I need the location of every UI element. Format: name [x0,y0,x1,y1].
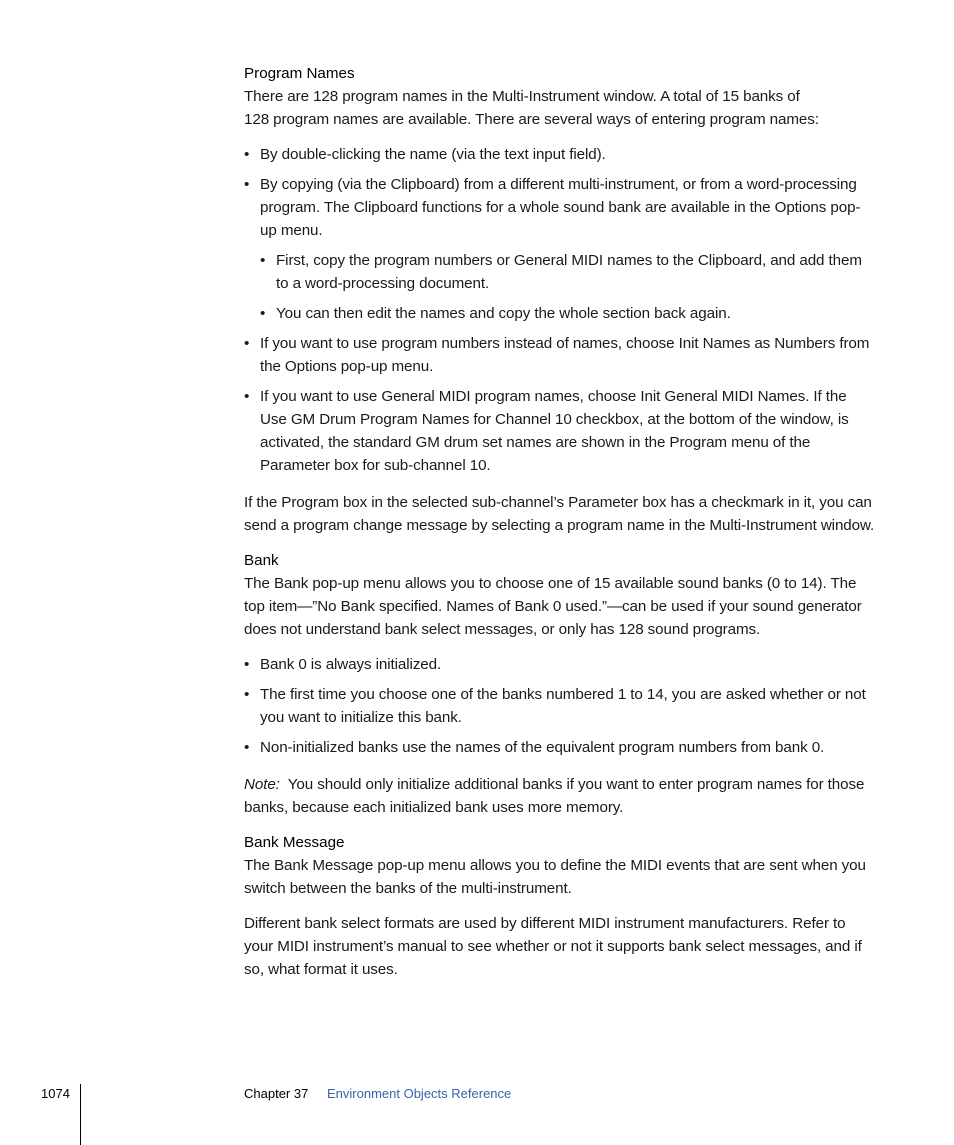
list-item-text: If you want to use General MIDI program names, choose Init General MIDI Names. If the Use GM Drum Program Names for Channel 10 checkbox, at the bottom of the window, is activated, the standard GM drum set names are shown in the Program menu of the Parameter box for sub-channel 10. [260,388,849,474]
list-item-text: You can then edit the names and copy the whole section back again. [276,305,731,322]
bullet: • [260,252,266,269]
footer-chapter: Chapter 37 [244,1086,309,1101]
list-item [244,385,876,477]
sub-list-item [260,302,876,325]
sub-list-item [260,249,876,295]
page-content [244,62,876,993]
bullet: • [244,388,250,405]
bullet: • [244,335,250,352]
paragraph: The Bank Message pop-up menu allows you to define the MIDI events that are sent when you switch between the banks of the multi-instrument. [244,857,866,897]
list-item [244,653,876,676]
bullet: • [244,146,250,163]
list-item [244,332,876,378]
note-label: Note: [244,776,280,793]
text-line: 128 program names are available. There are several ways of entering program names: [244,111,819,128]
list-item-text: Bank 0 is always initialized. [260,656,442,673]
heading-bank-message: Bank Message [244,834,345,851]
note-paragraph [244,773,876,819]
section-bank [244,549,876,641]
list-item-text: By copying (via the Clipboard) from a different multi-instrument, or from a word-processing program. The Clipboard functions for a whole sound bank are available in the Options pop-up menu. [260,176,861,239]
heading-program-names: Program Names [244,65,355,82]
bullet: • [244,739,250,756]
text-line: There are 128 program names in the Multi-Instrument window. A total of 15 banks of [244,88,800,105]
list-item [244,143,876,166]
footer-chapter-title-link[interactable]: Environment Objects Reference [327,1086,512,1101]
paragraph: If the Program box in the selected sub-channel’s Parameter box has a checkmark in it, you can send a program change message by selecting a program name in the Multi-Instrument window. [244,494,875,534]
paragraph [244,85,876,131]
list-item-text: The first time you choose one of the banks numbered 1 to 14, you are asked whether or not you want to initialize this bank. [260,686,866,726]
list-item-text: By double-clicking the name (via the text input field). [260,146,606,163]
paragraph: The Bank pop-up menu allows you to choose one of 15 available sound banks (0 to 14). The top item—”No Bank specified. Names of Bank 0 used.”—can be used if your sound generator does not understand bank select messages, or only has 128 sound programs. [244,575,862,638]
paragraph: Different bank select formats are used by different MIDI instrument manufacturers. Refer to your MIDI instrument’s manual to see whether or not it supports bank select messages, and if so, what format it uses. [244,915,862,978]
page-number: 1074 [41,1086,70,1101]
list-item [244,173,876,242]
list-item [244,683,876,729]
list-item [244,736,876,759]
heading-bank: Bank [244,552,279,569]
bullet: • [244,686,250,703]
note-text: You should only initialize additional banks if you want to enter program names for those banks, because each initialized bank uses more memory. [244,776,865,816]
section-bank-message [244,831,876,900]
section-program-names [244,62,876,131]
bullet: • [244,656,250,673]
footer-divider [80,1084,81,1145]
list-item-text: If you want to use program numbers instead of names, choose Init Names as Numbers from the Options pop-up menu. [260,335,870,375]
list-item-text: Non-initialized banks use the names of the equivalent program numbers from bank 0. [260,739,825,756]
bullet: • [244,176,250,193]
list-item-text: First, copy the program numbers or General MIDI names to the Clipboard, and add them to a word-processing document. [276,252,862,292]
bullet: • [260,305,266,322]
